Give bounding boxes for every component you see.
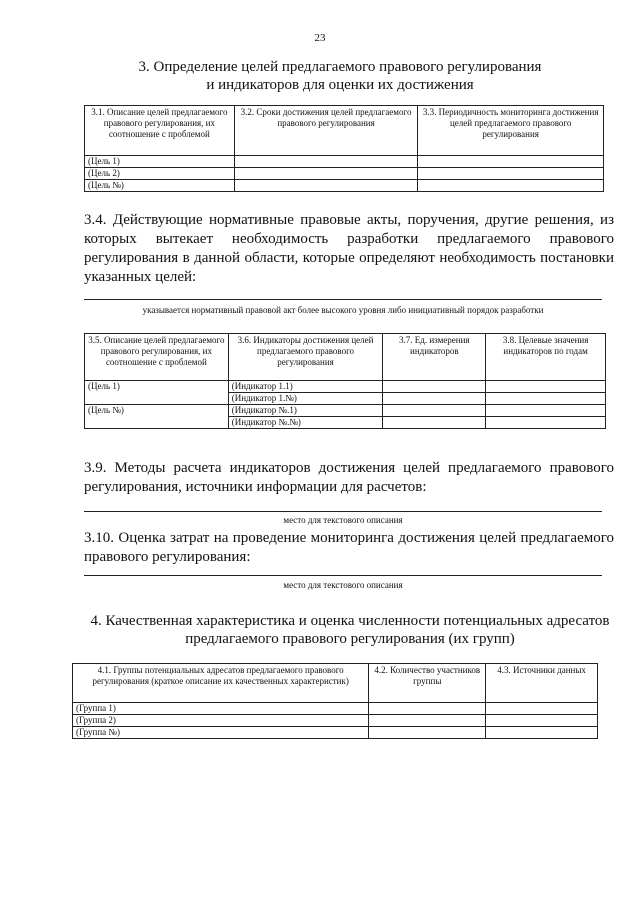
section-3-4-caption: указывается нормативный правовой акт более высокого уровня либо инициативный порядок разработки bbox=[142, 305, 544, 315]
indicators-table-header-3: 3.7. Ед. измерения индикаторов bbox=[383, 334, 486, 381]
section-4-heading-line2: предлагаемого правового регулирования (их групп) bbox=[185, 631, 515, 647]
indicators-table-header-1: 3.5. Описание целей предлагаемого правового регулирования, их соотношение с проблемой bbox=[85, 334, 229, 381]
section-3-heading-line1: 3. Определение целей предлагаемого правового регулирования bbox=[138, 59, 542, 75]
groups-table-header-3: 4.3. Источники данных bbox=[486, 664, 598, 703]
goals-table-row-label: (Цель 2) bbox=[85, 168, 235, 180]
page-number: 23 bbox=[314, 32, 326, 44]
indicators-table-goal-1: (Цель 1) bbox=[85, 381, 229, 405]
section-3-10-text: 3.10. Оценка затрат на проведение мониторинга достижения целей предлагаемого правового регулирования: bbox=[84, 530, 614, 565]
section-3-9-caption: место для текстового описания bbox=[283, 515, 403, 525]
indicators-table-header-4: 3.8. Целевые значения индикаторов по годам bbox=[486, 334, 606, 381]
indicators-table-indicator: (Индикатор 1.№) bbox=[228, 393, 383, 405]
goals-table bbox=[84, 105, 604, 192]
goals-table-header-3: 3.3. Периодичность мониторинга достижения целей предлагаемого правового регулирования bbox=[418, 106, 604, 156]
goals-table-row-label: (Цель №) bbox=[85, 180, 235, 192]
indicators-table-goal-n: (Цель №) bbox=[85, 405, 229, 429]
groups-table-header-1: 4.1. Группы потенциальных адресатов предлагаемого правового регулирования (краткое описание их качественных характеристик) bbox=[73, 664, 369, 703]
section-3-4-line bbox=[84, 299, 602, 300]
section-4-heading bbox=[60, 612, 640, 648]
section-3-heading bbox=[60, 58, 620, 94]
groups-table-row-label: (Группа 1) bbox=[73, 703, 369, 715]
indicators-table bbox=[84, 333, 606, 429]
groups-table-row-label: (Группа №) bbox=[73, 727, 369, 739]
indicators-table-indicator: (Индикатор №.№) bbox=[228, 417, 383, 429]
indicators-table-indicator: (Индикатор №.1) bbox=[228, 405, 383, 417]
section-4-heading-line1: 4. Качественная характеристика и оценка численности потенциальных адресатов bbox=[90, 613, 610, 629]
indicators-table-indicator: (Индикатор 1.1) bbox=[228, 381, 383, 393]
section-3-heading-line2: и индикаторов для оценки их достижения bbox=[206, 77, 474, 93]
section-3-10-line bbox=[84, 575, 602, 576]
groups-table-header-2: 4.2. Количество участников группы bbox=[369, 664, 486, 703]
section-3-4-text: 3.4. Действующие нормативные правовые акты, поручения, другие решения, из которых вытекает необходимость разработки предлагаемого правового регулирования в данной области, которые определяют необходимость постановки указанных целей: bbox=[84, 212, 614, 285]
groups-table-row-label: (Группа 2) bbox=[73, 715, 369, 727]
section-3-9-line bbox=[84, 511, 602, 512]
section-3-10-caption: место для текстового описания bbox=[283, 580, 403, 590]
goals-table-header-1: 3.1. Описание целей предлагаемого правового регулирования, их соотношение с проблемой bbox=[85, 106, 235, 156]
groups-table bbox=[72, 663, 598, 739]
goals-table-header-2: 3.2. Сроки достижения целей предлагаемого правового регулирования bbox=[234, 106, 418, 156]
section-3-9-text: 3.9. Методы расчета индикаторов достижения целей предлагаемого правового регулирования, источники информации для расчетов: bbox=[84, 460, 614, 495]
goals-table-row-label: (Цель 1) bbox=[85, 156, 235, 168]
indicators-table-header-2: 3.6. Индикаторы достижения целей предлагаемого правового регулирования bbox=[228, 334, 383, 381]
